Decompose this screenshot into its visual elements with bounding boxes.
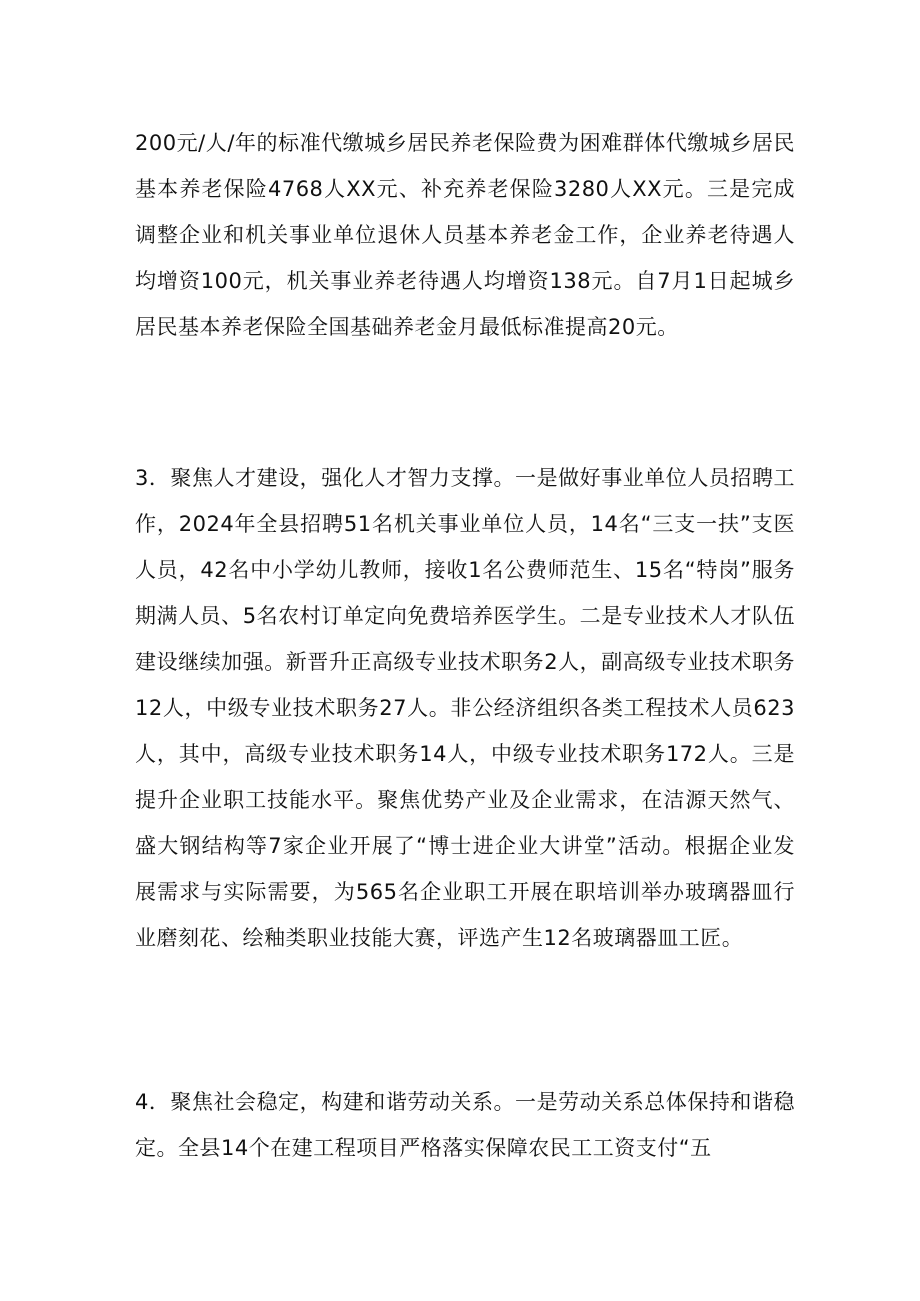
paragraph-pension: 200元/人/年的标准代缴城乡居民养老保险费为困难群体代缴城乡居民基本养老保险4768人XX元、补充养老保险3280人XX元。三是完成调整企业和机关事业单位退休人员基本养老金工作，企业养老待遇人均增资100元，机关事业养老待遇人均增资138元。自7月1日起城乡居民基本养老保险全国基础养老金月最低标准提高20元。 xyxy=(135,131,795,339)
paragraph-labor-relations: 4．聚焦社会稳定，构建和谐劳动关系。一是劳动关系总体保持和谐稳定。全县14个在建工程项目严格落实保障农民工工资支付“五 xyxy=(135,1090,795,1160)
paragraph-talent-building: 3．聚焦人才建设，强化人才智力支撑。一是做好事业单位人员招聘工作，2024年全县招聘51名机关事业单位人员，14名“三支一扶”支医人员，42名中小学幼儿教师，接收1名公费师范生、15名“特岗”服务期满人员、5名农村订单定向免费培养医学生。二是专业技术人才队伍建设继续加强。新晋升正高级专业技术职务2人，副高级专业技术职务12人，中级专业技术职务27人。非公经济组织各类工程技术人员623人，其中，高级专业技术职务14人，中级专业技术职务172人。三是提升企业职工技能水平。聚焦优势产业及企业需求，在洁源天然气、盛大钢结构等7家企业开展了“博士进企业大讲堂”活动。根据企业发展需求与实际需要，为565名企业职工开展在职培训举办玻璃器皿行业磨刻花、绘釉类职业技能大赛，评选产生12名玻璃器皿工匠。 xyxy=(135,466,795,950)
